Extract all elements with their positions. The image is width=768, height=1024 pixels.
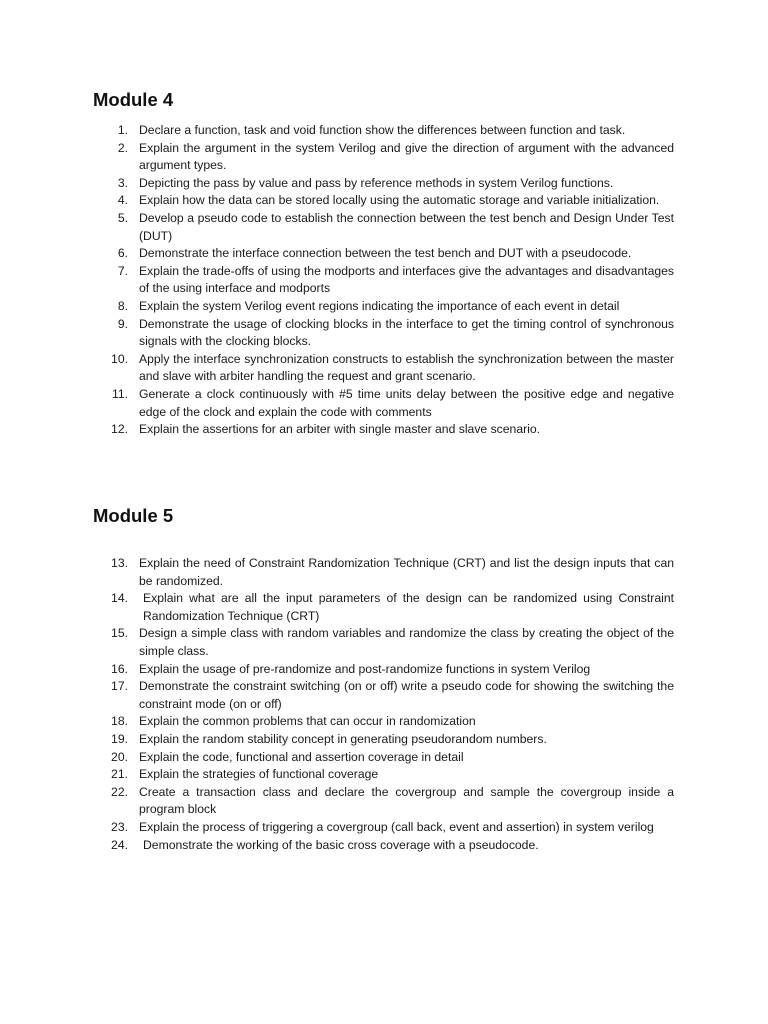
question-number: 22. — [111, 784, 128, 799]
question-number: 15. — [111, 626, 128, 641]
question-text: Develop a pseudo code to establish the connection between the test bench and Design Under Test (DUT) — [139, 210, 674, 243]
question-item — [0, 678, 674, 713]
question-item — [0, 661, 674, 679]
question-number: 18. — [111, 714, 128, 729]
question-text: Explain what are all the input parameters of the design can be randomized using Constraint Randomization Technique (CRT) — [143, 591, 674, 623]
question-item — [0, 192, 674, 210]
question-number: 20. — [111, 749, 128, 764]
question-item — [0, 298, 674, 316]
question-item — [0, 590, 674, 625]
question-item — [0, 784, 674, 819]
question-text: Design a simple class with random variables and randomize the class by creating the object of the simple class. — [139, 626, 674, 658]
module-5-heading: Module 5 — [93, 505, 174, 526]
question-text: Create a transaction class and declare the covergroup and sample the covergroup inside a program block — [139, 784, 674, 817]
question-number: 9. — [117, 316, 128, 331]
question-text: Explain the process of triggering a covergroup (call back, event and assertion) in system verilog — [139, 819, 654, 834]
question-number: 3. — [117, 175, 128, 190]
module-5-question-list — [0, 555, 768, 854]
question-number: 16. — [111, 661, 128, 676]
question-text: Declare a function, task and void function show the differences between function and task. — [139, 123, 626, 137]
question-item — [0, 122, 674, 140]
question-item — [0, 555, 674, 590]
question-number: 19. — [111, 731, 128, 746]
question-text: Explain the system Verilog event regions indicating the importance of each event in detail — [139, 298, 620, 313]
question-item — [0, 175, 674, 193]
question-item — [0, 819, 674, 837]
question-text: Explain the argument in the system Verilog and give the direction of argument with the advanced argument types. — [139, 140, 674, 173]
question-item — [0, 263, 674, 298]
question-text: Explain the need of Constraint Randomization Technique (CRT) and list the design inputs that can be randomized. — [139, 556, 674, 588]
question-number: 7. — [117, 263, 128, 278]
question-item — [0, 731, 674, 749]
module-4-question-list — [0, 122, 768, 439]
question-text: Explain the code, functional and assertion coverage in detail — [139, 749, 464, 764]
question-item — [0, 316, 674, 351]
question-text: Demonstrate the interface connection between the test bench and DUT with a pseudocode. — [139, 246, 632, 261]
question-number: 21. — [111, 767, 128, 782]
question-item — [0, 713, 674, 731]
question-number: 23. — [111, 819, 128, 834]
question-item — [0, 625, 674, 660]
question-number: 24. — [111, 837, 128, 852]
question-number: 13. — [111, 556, 128, 570]
question-text: Apply the interface synchronization constructs to establish the synchronization between the master and slave with arbiter handling the request and grant scenario. — [139, 351, 674, 384]
question-number: 17. — [111, 679, 128, 694]
module-4-heading: Module 4 — [93, 89, 174, 110]
question-item — [0, 837, 674, 855]
question-text: Explain the random stability concept in generating pseudorandom numbers. — [139, 731, 547, 746]
question-text: Demonstrate the working of the basic cross coverage with a pseudocode. — [143, 837, 539, 852]
question-item — [0, 245, 674, 263]
question-item — [0, 386, 674, 421]
question-number: 2. — [117, 140, 128, 155]
question-number: 4. — [117, 193, 128, 208]
question-item — [0, 421, 674, 439]
question-text: Explain the strategies of functional coverage — [139, 767, 379, 782]
question-number: 12. — [111, 422, 128, 437]
question-number: 5. — [117, 210, 128, 225]
question-text: Demonstrate the constraint switching (on or off) write a pseudo code for showing the switching the constraint mode (on or off) — [139, 679, 674, 711]
question-item — [0, 749, 674, 767]
question-number: 14. — [111, 591, 128, 606]
question-text: Explain the common problems that can occur in randomization — [139, 714, 476, 729]
question-text: Explain the trade-offs of using the modports and interfaces give the advantages and disadvantages of the using interface and modports — [139, 263, 674, 296]
question-text: Depicting the pass by value and pass by reference methods in system Verilog functions. — [139, 175, 614, 190]
question-number: 6. — [117, 246, 128, 261]
question-item — [0, 210, 674, 245]
question-text: Explain the usage of pre-randomize and post-randomize functions in system Verilog — [139, 661, 591, 676]
question-text: Explain how the data can be stored locally using the automatic storage and variable initialization. — [139, 193, 660, 208]
question-text: Demonstrate the usage of clocking blocks in the interface to get the timing control of synchronous signals with the clocking blocks. — [139, 316, 674, 349]
question-number: 8. — [117, 298, 128, 313]
question-number: 11. — [111, 386, 128, 401]
question-number: 10. — [111, 351, 128, 366]
question-text: Explain the assertions for an arbiter with single master and slave scenario. — [139, 422, 541, 437]
question-number: 1. — [117, 123, 128, 137]
question-item — [0, 766, 674, 784]
question-item — [0, 351, 674, 386]
question-text: Generate a clock continuously with #5 time units delay between the positive edge and negative edge of the clock and explain the code with comments — [139, 386, 674, 419]
question-item — [0, 140, 674, 175]
